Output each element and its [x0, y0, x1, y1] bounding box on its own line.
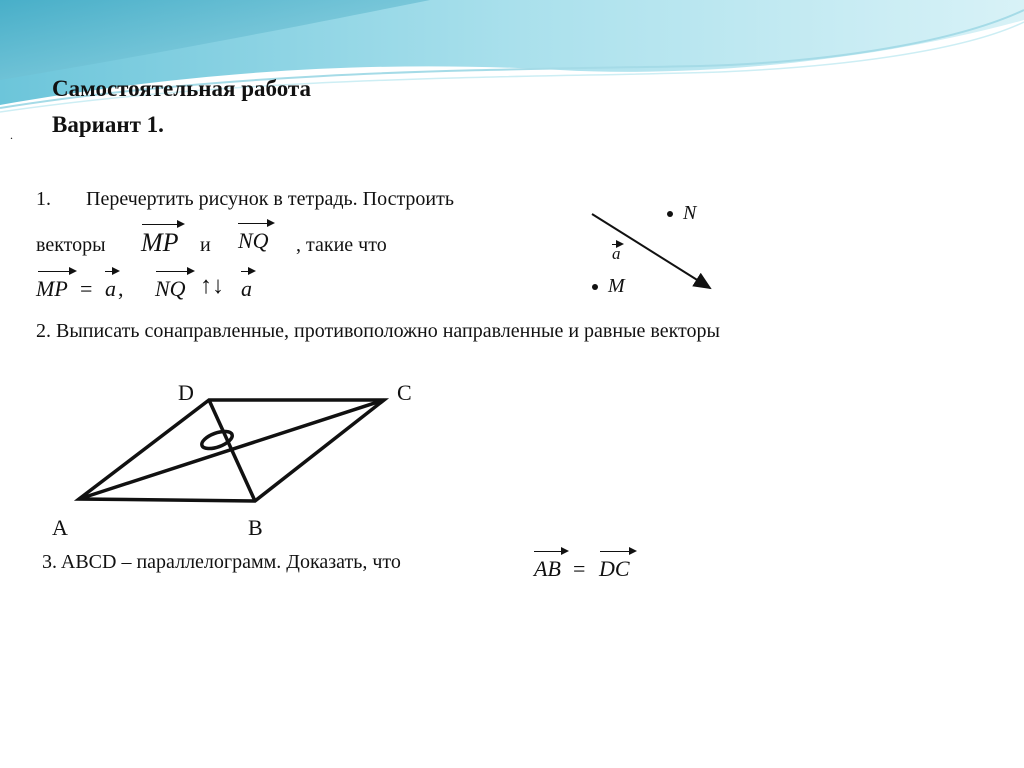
eq-equals-sign: = — [80, 276, 93, 301]
vertex-a-label: A — [52, 515, 68, 540]
vertex-c-label: C — [397, 380, 412, 405]
point-n-dot — [667, 211, 673, 217]
eq-arrow-nq — [156, 271, 192, 272]
worksheet-title: Самостоятельная работа — [52, 76, 311, 101]
vector-arrow-ab — [534, 551, 566, 552]
diagonal-bd — [209, 400, 255, 501]
task3-text: 3. ABCD – параллелограмм. Доказать, что — [42, 551, 401, 573]
point-m-label: M — [608, 275, 625, 297]
task1-number: 1. — [36, 188, 51, 210]
vector-dc: DC — [599, 556, 630, 581]
variant-label: Вариант 1. — [52, 112, 164, 137]
vector-arrow-nq — [238, 223, 272, 224]
task2-text: 2. Выписать сонаправленные, противоположно направленные и равные векторы — [36, 320, 720, 342]
opposite-direction-arrows-icon: ↑↓ — [200, 273, 224, 299]
header-wave-decoration — [0, 0, 1024, 120]
eq-arrow-a — [105, 271, 117, 272]
vector-nq: NQ — [238, 228, 269, 253]
vector-arrow-dc — [600, 551, 634, 552]
task1-vectors-word: векторы — [36, 234, 106, 256]
eq-vector-nq: NQ — [155, 276, 186, 301]
point-m-dot — [592, 284, 598, 290]
vertex-b-label: B — [248, 515, 263, 540]
eq-comma: , — [118, 276, 124, 301]
eq-arrow-mp — [38, 271, 74, 272]
task1-such-that: , такие что — [296, 234, 387, 256]
parallelogram-diagram — [60, 380, 420, 520]
vertex-d-label: D — [178, 380, 194, 405]
vector-arrow-mp — [142, 224, 182, 225]
eq-vector-a: a — [105, 276, 116, 301]
vector-a-label: a — [612, 244, 621, 263]
eq-vector-a2: a — [241, 276, 252, 301]
point-n-label: N — [683, 202, 697, 224]
eq-arrow-a2 — [241, 271, 253, 272]
vector-ab: AB — [534, 556, 561, 581]
task3-equals-sign: = — [573, 556, 586, 581]
vector-mp: MP — [141, 228, 179, 257]
stray-dot: . — [10, 128, 13, 142]
task1-line1: Перечертить рисунок в тетрадь. Построить — [86, 188, 454, 210]
figure1-vector-diagram — [560, 190, 760, 310]
task1-and-word: и — [200, 234, 211, 256]
eq-vector-mp: MP — [36, 276, 68, 301]
